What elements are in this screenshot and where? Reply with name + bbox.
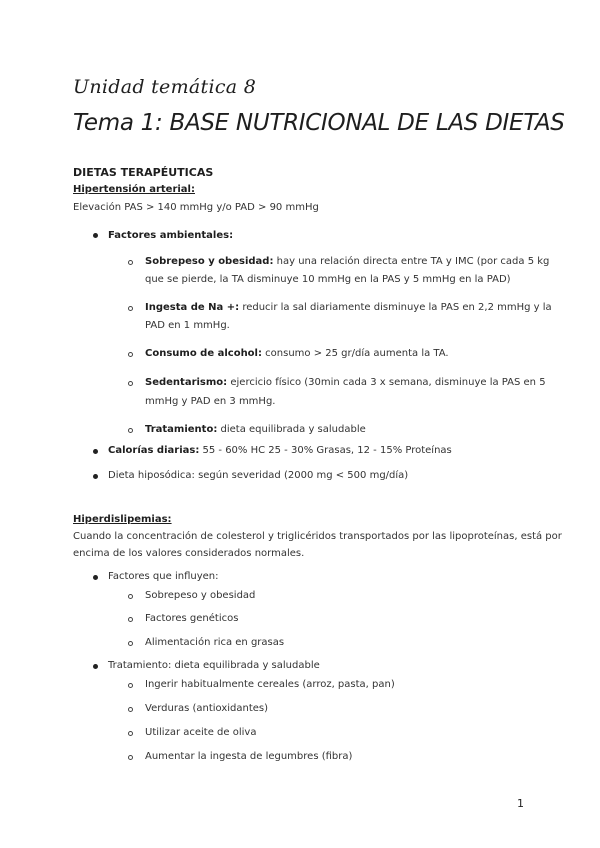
list-item: Aumentar la ingesta de legumbres (fibra) <box>145 751 353 762</box>
page-number: 1 <box>517 797 524 810</box>
hyperlipidemia-definition: Cuando la concentración de colesterol y triglicéridos transportados por las lipoproteínas, está por <box>73 531 562 542</box>
factor-line: Ingesta de Na +: reducir la sal diariamente disminuye la PAS en 2,2 mmHg y la <box>145 302 552 313</box>
treatment-label: Tratamiento: dieta equilibrada y saludable <box>108 660 320 671</box>
factor-line: Sobrepeso y obesidad: hay una relación directa entre TA y IMC (por cada 5 kg <box>145 256 550 267</box>
sub-bullet <box>128 731 133 736</box>
sub-bullet <box>128 352 133 357</box>
factor-line: Sedentarismo: ejercicio físico (30min cada 3 x semana, disminuye la PAS en 5 <box>145 377 546 388</box>
sub-bullet <box>128 428 133 433</box>
bullet <box>93 449 98 454</box>
list-item: Alimentación rica en grasas <box>145 637 285 648</box>
calories-line: Calorías diarias: 55 - 60% HC 25 - 30% Grasas, 12 - 15% Proteínas <box>108 445 452 456</box>
sub-bullet <box>128 306 133 311</box>
bullet <box>93 474 98 479</box>
topic-title: Tema 1: BASE NUTRICIONAL DE LAS DIETAS <box>73 110 565 136</box>
sub-bullet <box>128 707 133 712</box>
diet-line: Dieta hiposódica: según severidad (2000 mg < 500 mg/día) <box>108 470 409 481</box>
factor-line: Tratamiento: dieta equilibrada y saludable <box>145 424 366 435</box>
list-item: Sobrepeso y obesidad <box>145 590 256 601</box>
hypertension-definition: Elevación PAS > 140 mmHg y/o PAD > 90 mmHg <box>73 202 319 213</box>
sub-bullet <box>128 641 133 646</box>
list-item: Factores genéticos <box>145 613 239 624</box>
hyperlipidemia-heading: Hiperdislipemias: <box>73 514 172 525</box>
list-item: Verduras (antioxidantes) <box>145 703 269 714</box>
unit-title: Unidad temática 8 <box>73 76 257 98</box>
bullet <box>93 664 98 669</box>
list-item: Ingerir habitualmente cereales (arroz, pasta, pan) <box>145 679 395 690</box>
factors-ambientales-label: Factores ambientales: <box>108 230 234 241</box>
hypertension-heading: Hipertensión arterial: <box>73 184 195 195</box>
factor-line: Consumo de alcohol: consumo > 25 gr/día aumenta la TA. <box>145 348 449 359</box>
sub-bullet <box>128 755 133 760</box>
sub-bullet <box>128 381 133 386</box>
factors-label: Factores que influyen: <box>108 571 219 582</box>
section-title: DIETAS TERAPÉUTICAS <box>73 166 214 179</box>
sub-bullet <box>128 260 133 265</box>
factor-line: que se pierde, la TA disminuye 10 mmHg en la PAS y 5 mmHg en la PAD) <box>145 274 511 285</box>
bullet <box>93 233 98 238</box>
bullet <box>93 575 98 580</box>
list-item: Utilizar aceite de oliva <box>145 727 257 738</box>
factor-line: PAD en 1 mmHg. <box>145 320 230 331</box>
sub-bullet <box>128 617 133 622</box>
factor-line: mmHg y PAD en 3 mmHg. <box>145 396 276 407</box>
sub-bullet <box>128 683 133 688</box>
hyperlipidemia-definition: encima de los valores considerados normales. <box>73 548 305 559</box>
sub-bullet <box>128 594 133 599</box>
